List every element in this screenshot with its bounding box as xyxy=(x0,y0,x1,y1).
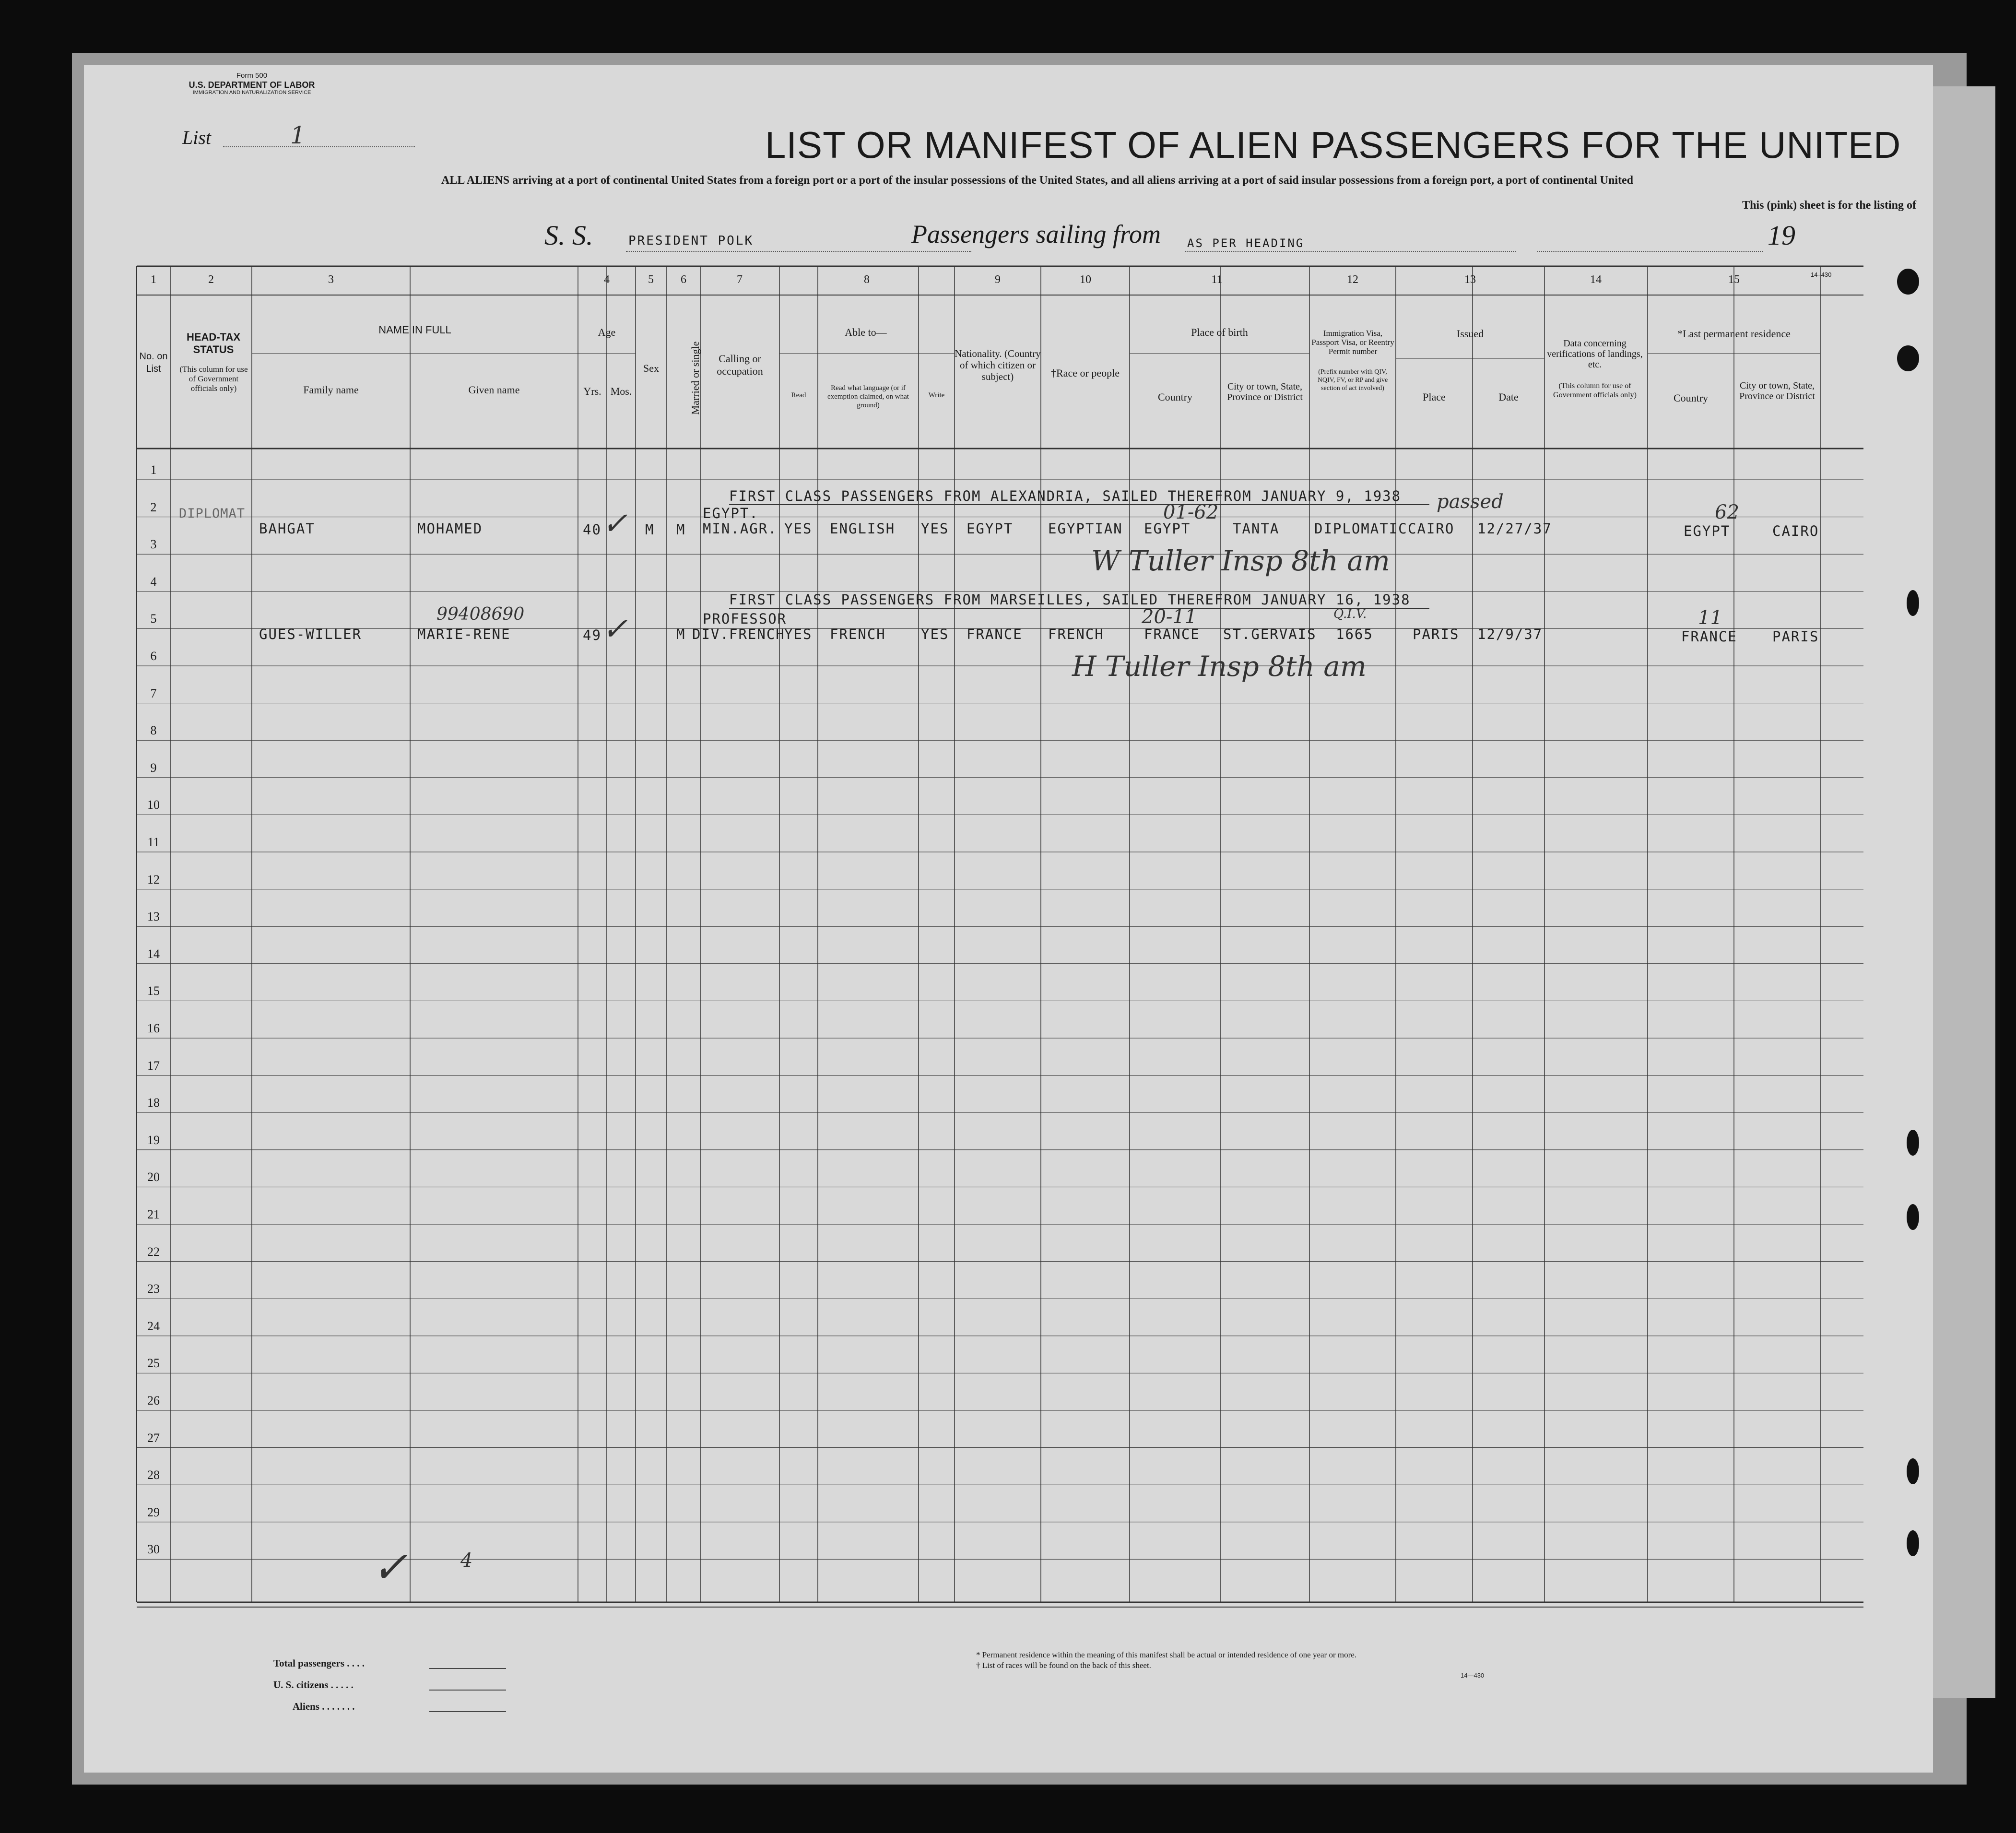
row-number: 14 xyxy=(147,946,160,961)
row-number: 29 xyxy=(147,1505,160,1519)
manifest-grid xyxy=(84,65,1933,1773)
binder-hole-7 xyxy=(1907,1530,1919,1556)
column-number: 10 xyxy=(1080,273,1091,286)
header-head-tax-note: (This column for use of Government officials only) xyxy=(179,365,248,393)
group-header-underline xyxy=(729,504,1429,505)
handwritten-code-3: 62 xyxy=(1715,501,1739,523)
ss-label: S. S. xyxy=(544,220,593,251)
binder-hole-5 xyxy=(1907,1204,1919,1230)
passenger2-write: YES xyxy=(921,626,949,642)
header-name-in-full: NAME IN FULL xyxy=(378,324,451,336)
footer-aliens: Aliens . . . . . . . xyxy=(293,1701,355,1712)
row-number: 10 xyxy=(147,798,160,812)
header-age: Age xyxy=(598,326,616,338)
row-number: 28 xyxy=(147,1468,160,1482)
tally-number: 4 xyxy=(460,1549,473,1572)
subtitle-line2: This (pink) sheet is for the listing of xyxy=(1742,199,1916,212)
passenger2-given-name: MARIE-RENE xyxy=(417,626,511,642)
department-label: U.S. DEPARTMENT OF LABOR xyxy=(189,80,315,90)
inspector-signature-1: W Tuller Insp 8th am xyxy=(1091,544,1390,577)
passenger1-language: ENGLISH xyxy=(830,520,896,537)
footer-us-citizens: U. S. citizens . . . . . xyxy=(273,1679,354,1691)
column-number: 12 xyxy=(1347,273,1358,286)
passenger1-occupation-line2: MIN.AGR. xyxy=(703,520,778,537)
qiv-note: Q.I.V. xyxy=(1333,607,1367,621)
subtitle-line1: ALL ALIENS arriving at a port of continental United States from a foreign port or a port of the insular possessions of the United States, and all aliens arriving at a port of said insular possessions from a foreign port, a port of continental United xyxy=(441,174,1633,187)
passenger1-married: M xyxy=(676,521,686,538)
row-number: 21 xyxy=(147,1207,160,1221)
row-number: 2 xyxy=(150,500,157,514)
column-number: 6 xyxy=(681,273,686,286)
handwritten-code-2: 20-11 xyxy=(1142,606,1197,628)
row-number: 11 xyxy=(147,835,160,849)
binder-hole-1 xyxy=(1897,269,1919,295)
header-issued-place: Place xyxy=(1423,391,1446,403)
passenger2-race: FRENCH xyxy=(1048,626,1104,642)
form-code: 14–430 xyxy=(1811,271,1832,278)
passenger2-occupation-line2: FRENCH xyxy=(729,626,785,642)
row-number: 7 xyxy=(150,686,157,700)
header-place-of-birth: Place of birth xyxy=(1191,326,1248,338)
handwritten-code-4: 11 xyxy=(1698,607,1722,629)
row-number: 1 xyxy=(150,463,157,477)
row-number: 16 xyxy=(147,1021,160,1035)
passenger2-visa: 1665 xyxy=(1336,626,1373,642)
header-given-name: Given name xyxy=(468,384,520,396)
row-number: 12 xyxy=(147,872,160,887)
header-age-months: Mos. xyxy=(610,385,632,397)
passenger1-nationality: EGYPT xyxy=(967,520,1014,537)
header-verifications: Data concerning verifications of landings, etc. xyxy=(1547,338,1643,370)
passenger1-age: 40 xyxy=(583,521,601,538)
passenger2-language: FRENCH xyxy=(830,626,886,642)
passenger1-family-name: BAHGAT xyxy=(259,520,315,537)
passenger2-issued-date: 12/9/37 xyxy=(1477,626,1543,642)
column-number: 13 xyxy=(1464,273,1476,286)
row-number: 30 xyxy=(147,1542,160,1557)
passenger2-birth-city: ST.GERVAIS xyxy=(1223,626,1317,642)
row-number: 20 xyxy=(147,1170,160,1184)
inspector-signature-2: H Tuller Insp 8th am xyxy=(1072,650,1367,683)
handwritten-number: 99408690 xyxy=(436,604,525,624)
column-number: 11 xyxy=(1211,273,1223,286)
passenger2-occupation-line1: PROFESSOR xyxy=(703,611,787,627)
column-number: 14 xyxy=(1590,273,1602,286)
row-number: 15 xyxy=(147,984,160,998)
column-number: 15 xyxy=(1728,273,1740,286)
header-read: Read xyxy=(791,391,806,399)
row-number: 23 xyxy=(147,1282,160,1296)
binder-hole-4 xyxy=(1907,1130,1919,1156)
passenger2-age: 49 xyxy=(583,627,601,643)
passenger2-family-name: GUES-WILLER xyxy=(259,626,362,642)
column-number: 4 xyxy=(604,273,610,286)
passenger2-married: M xyxy=(676,626,686,642)
header-read-language: Read what language (or if exemption claimed, on what ground) xyxy=(827,384,909,409)
passenger1-issued-place: CAIRO xyxy=(1408,520,1455,537)
header-family-name: Family name xyxy=(303,384,359,396)
column-number: 1 xyxy=(151,273,156,286)
row-number: 17 xyxy=(147,1058,160,1073)
binder-hole-3 xyxy=(1907,590,1919,616)
sailing-from: AS PER HEADING xyxy=(1187,237,1305,250)
row-number: 8 xyxy=(150,723,157,738)
row-number: 25 xyxy=(147,1356,160,1371)
header-res-city: City or town, State, Province or District xyxy=(1739,380,1815,402)
passenger2-birth-country: FRANCE xyxy=(1144,626,1200,642)
header-birth-city: City or town, State, Province or District xyxy=(1227,381,1303,402)
column-number: 9 xyxy=(995,273,1001,286)
header-married: Married or single xyxy=(689,341,701,415)
header-calling: Calling or occupation xyxy=(717,353,763,377)
passenger1-race: EGYPTIAN xyxy=(1048,520,1123,537)
tally-check: ✓ xyxy=(372,1542,408,1593)
passenger2-res-city: PARIS xyxy=(1772,628,1819,645)
header-last-residence: *Last permanent residence xyxy=(1677,328,1791,340)
passenger1-head-tax: DIPLOMAT xyxy=(179,506,246,521)
passenger1-read: YES xyxy=(784,520,813,537)
passenger1-res-city: CAIRO xyxy=(1772,523,1819,539)
header-able-to: Able to— xyxy=(845,326,887,338)
header-issued-date: Date xyxy=(1498,391,1519,403)
binder-hole-6 xyxy=(1907,1458,1919,1484)
column-number: 2 xyxy=(208,273,214,286)
row-number: 27 xyxy=(147,1431,160,1445)
passenger1-sex: M xyxy=(645,521,655,538)
passenger1-given-name: MOHAMED xyxy=(417,520,483,537)
list-label: List xyxy=(182,127,212,148)
passenger1-write: YES xyxy=(921,520,949,537)
form-number: Form 500 xyxy=(236,71,268,80)
header-visa-note: (Prefix number with QIV, NQIV, FV, or RP and give section of act involved) xyxy=(1317,368,1388,392)
row-number: 18 xyxy=(147,1096,160,1110)
header-no-on-list: No. on List xyxy=(139,351,168,374)
group-header-alexandria: FIRST CLASS PASSENGERS FROM ALEXANDRIA, SAILED THEREFROM JANUARY 9, 1938 xyxy=(729,488,1402,504)
footer-total-passengers: Total passengers . . . . xyxy=(273,1657,365,1669)
sailing-label: Passengers sailing from xyxy=(911,220,1161,248)
footer-form-code: 14—430 xyxy=(1461,1672,1485,1679)
header-issued: Issued xyxy=(1456,328,1484,340)
list-number: 1 xyxy=(290,121,306,149)
header-visa: Immigration Visa, Passport Visa, or Reentry Permit number xyxy=(1311,329,1394,356)
check-mark-2: ✓ xyxy=(602,612,628,647)
check-mark-1: ✓ xyxy=(602,506,628,542)
row-number: 3 xyxy=(150,537,157,552)
header-write: Write xyxy=(928,391,945,399)
column-number: 5 xyxy=(648,273,654,286)
passenger2-nationality: FRANCE xyxy=(967,626,1023,642)
header-birth-country: Country xyxy=(1157,391,1193,403)
passenger1-visa: DIPLOMATIC xyxy=(1314,520,1408,537)
passenger1-issued-date: 12/27/37 xyxy=(1477,520,1552,537)
row-number: 19 xyxy=(147,1133,160,1147)
row-number: 22 xyxy=(147,1244,160,1259)
passenger1-birth-city: TANTA xyxy=(1233,520,1280,537)
service-label: IMMIGRATION AND NATURALIZATION SERVICE xyxy=(192,90,311,95)
passenger1-res-country: EGYPT xyxy=(1684,523,1731,539)
row-number: 6 xyxy=(150,649,157,663)
year-label: 19 xyxy=(1768,220,1795,251)
row-number: 24 xyxy=(147,1319,160,1333)
header-res-country: Country xyxy=(1673,392,1709,404)
footnote-races: † List of races will be found on the back of this sheet. xyxy=(976,1661,1151,1670)
passenger1-occupation-line1: EGYPT. xyxy=(703,505,759,521)
footer-line-citizens xyxy=(429,1690,506,1691)
header-race: †Race or people xyxy=(1051,367,1120,379)
handwritten-code-1: 01-62 xyxy=(1163,501,1219,523)
passenger2-read: YES xyxy=(784,626,813,642)
header-verifications-note: (This column for use of Government officials only) xyxy=(1553,382,1637,399)
group-header-marseilles: FIRST CLASS PASSENGERS FROM MARSEILLES, SAILED THEREFROM JANUARY 16, 1938 xyxy=(729,591,1411,608)
row-number: 13 xyxy=(147,910,160,924)
group-header-underline-2 xyxy=(729,608,1429,609)
ship-name: PRESIDENT POLK xyxy=(628,234,754,248)
header-age-years: Yrs. xyxy=(583,385,601,397)
passenger2-marital-status: DIV. xyxy=(692,626,730,642)
passenger2-issued-place: PARIS xyxy=(1413,626,1460,642)
header-head-tax: HEAD-TAX STATUS xyxy=(186,331,241,355)
row-number: 9 xyxy=(150,760,157,775)
passenger2-res-country: FRANCE xyxy=(1681,628,1737,645)
row-number: 5 xyxy=(150,612,157,626)
header-nationality: Nationality. (Country of which citizen or subject) xyxy=(955,348,1041,382)
row-number: 26 xyxy=(147,1394,160,1407)
manifest-sheet xyxy=(84,65,1933,1773)
column-number: 3 xyxy=(328,273,334,286)
page-title: LIST OR MANIFEST OF ALIEN PASSENGERS FOR THE UNITED xyxy=(765,124,1901,166)
footnote-residence: * Permanent residence within the meaning of this manifest shall be actual or intended residence of one year or more. xyxy=(976,1650,1357,1659)
passed-note: passed xyxy=(1437,491,1504,513)
footer-line-total xyxy=(429,1668,506,1669)
column-number: 7 xyxy=(737,273,743,286)
binder-hole-2 xyxy=(1897,345,1919,371)
passenger1-birth-country: EGYPT xyxy=(1144,520,1191,537)
row-number: 4 xyxy=(150,574,157,589)
header-sex: Sex xyxy=(643,362,659,374)
footer-line-aliens xyxy=(429,1711,506,1712)
column-number: 8 xyxy=(864,273,870,286)
